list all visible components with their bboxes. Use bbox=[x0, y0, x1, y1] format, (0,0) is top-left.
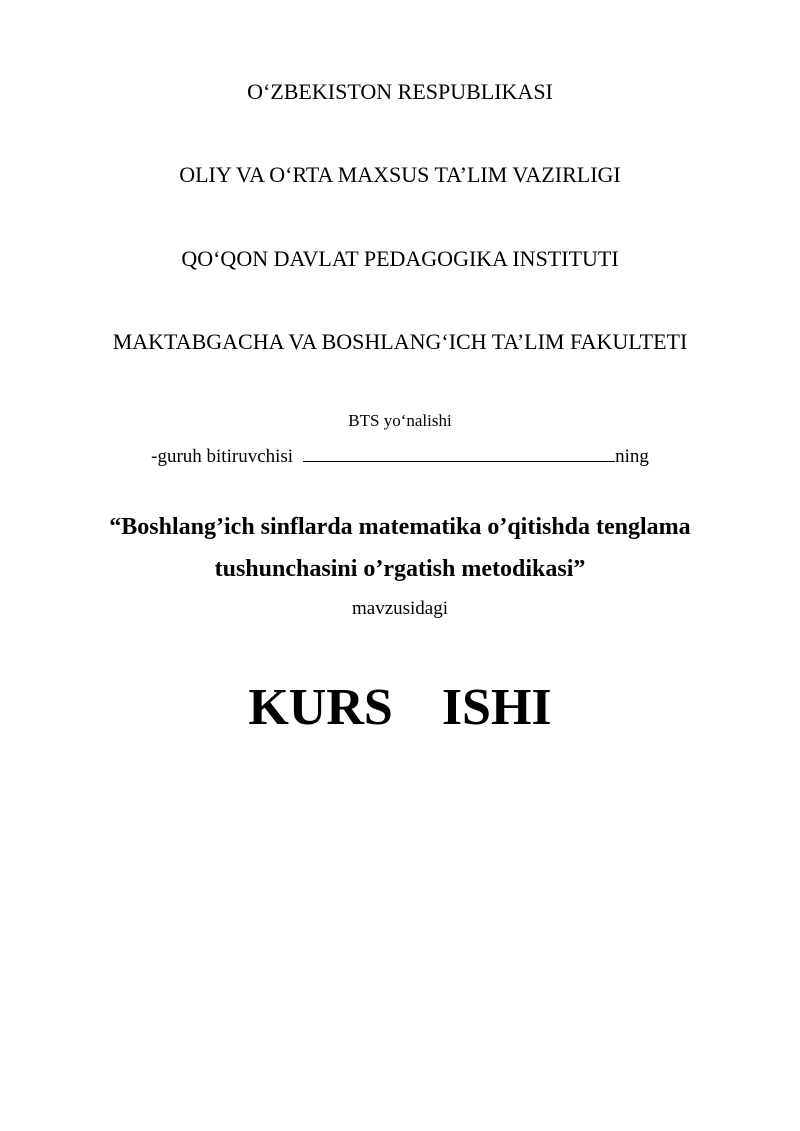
student-name-blank bbox=[303, 447, 615, 462]
student-line bbox=[0, 447, 800, 466]
institute-heading: QO‘QON DAVLAT PEDAGOGIKA INSTITUTI bbox=[181, 246, 619, 271]
country-heading: O‘ZBEKISTON RESPUBLIKASI bbox=[247, 79, 553, 104]
ministry-heading: OLIY VA O‘RTA MAXSUS TA’LIM VAZIRLIGI bbox=[179, 162, 621, 187]
group-suffix: ning bbox=[615, 446, 649, 467]
topic-line-2: tushunchasini o’rgatish metodikasi” bbox=[214, 556, 586, 582]
topic-caption: mavzusidagi bbox=[351, 598, 449, 619]
group-prefix: -guruh bitiruvchisi bbox=[151, 446, 294, 467]
work-type-title: KURS ISHI bbox=[248, 679, 552, 736]
topic-line-1: “Boshlang’ich sinflarda matematika o’qitishda tenglama bbox=[109, 514, 691, 540]
faculty-heading: MAKTABGACHA VA BOSHLANG‘ICH TA’LIM FAKULTETI bbox=[112, 329, 688, 354]
direction-label: BTS yo‘nalishi bbox=[348, 411, 452, 430]
